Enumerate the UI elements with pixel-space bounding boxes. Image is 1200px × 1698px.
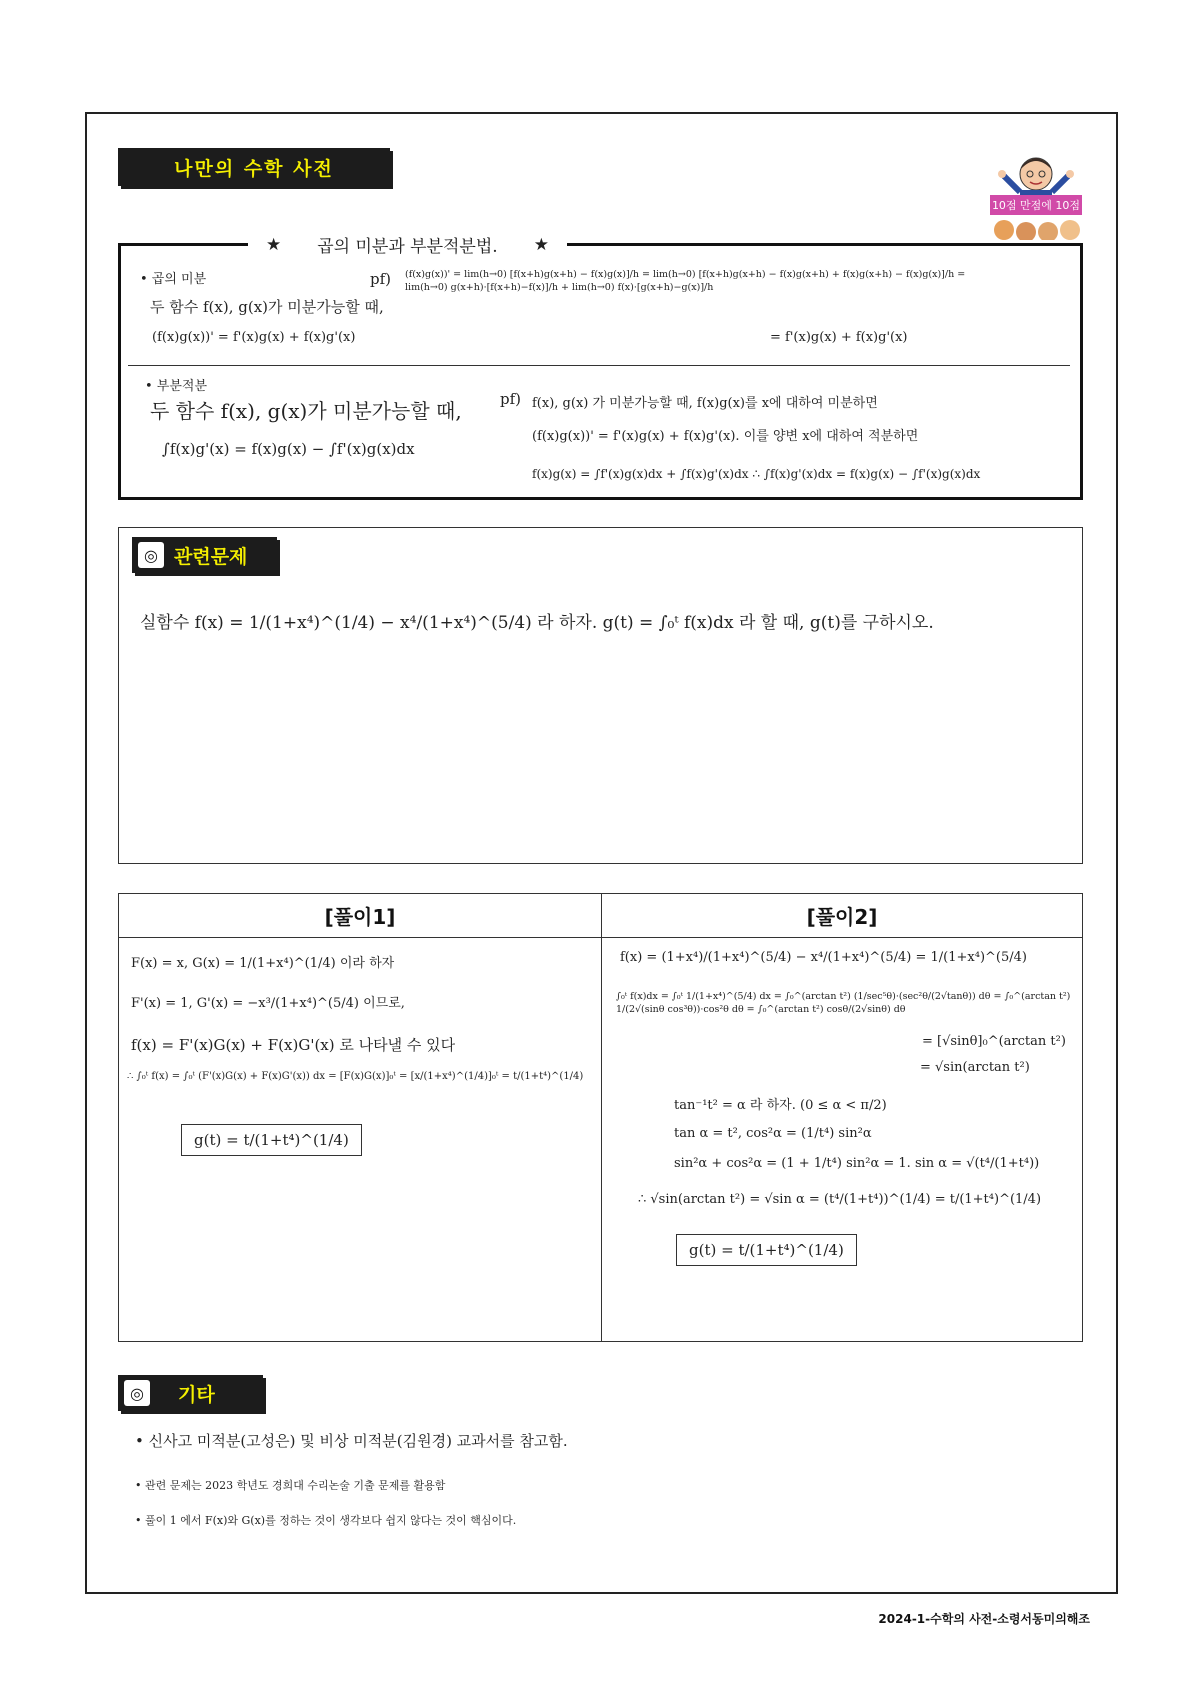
misc-note2: • 관련 문제는 2023 학년도 경희대 수리논술 기출 문제를 활용함	[135, 1479, 446, 1492]
problem-text: 실함수 f(x) = 1/(1+x⁴)^(1/4) − x⁴/(1+x⁴)^(5/4) 라 하자. g(t) = ∫₀ᵗ f(x)dx 라 할 때, g(t)를 구하시오.	[140, 613, 934, 633]
product-rule-proof-label: pf)	[370, 270, 392, 288]
product-rule-proof-line1: (f(x)g(x))' = lim(h→0) [f(x+h)g(x+h) − f(x)g(x)]/h = lim(h→0) [f(x+h)g(x+h) − f(x)g(x+h) + f(x)g(x+h) − f(x)g(x)]/h = lim(h→0) g(x+h)·[f(x+h)−f(x)]/h + lim(h→0) f(x)·[g(x+h)−g(x)]/h	[405, 269, 966, 293]
bullseye-icon: ◎	[124, 1380, 150, 1406]
solution2-line2b: = [√sinθ]₀^(arctan t²)	[922, 1034, 1066, 1049]
solution2-line4: tan α = t², cos²α = (1/t⁴) sin²α	[674, 1126, 872, 1141]
topic-heading-text: 곱의 미분과 부분적분법.	[317, 237, 498, 257]
problem-box	[118, 527, 1083, 864]
solution2-line5: sin²α + cos²α = (1 + 1/t⁴) sin²α = 1. sin α = √(t⁴/(1+t⁴))	[674, 1156, 1040, 1171]
solution2-line1: f(x) = (1+x⁴)/(1+x⁴)^(5/4) − x⁴/(1+x⁴)^(5/4) = 1/(1+x⁴)^(5/4)	[620, 950, 1027, 965]
solution1-line4: ∴ ∫₀ᵗ f(x) = ∫₀ᵗ (F'(x)G(x) + F(x)G'(x)) dx = [F(x)G(x)]₀ᵗ = [x/(1+x⁴)^(1/4)]₀ᵗ = t/(1+t⁴)^(1/4)	[127, 1071, 584, 1082]
page-title: 나만의 수학 사전	[174, 157, 334, 180]
footer-text: 2024-1-수학의 사전-소령서동미의해조	[878, 1612, 1090, 1626]
topic-heading	[248, 232, 567, 257]
misc-badge	[118, 1375, 263, 1411]
mascot-image	[990, 148, 1082, 240]
ibp-label: • 부분적분	[145, 379, 208, 394]
ibp-proof-label: pf)	[500, 390, 522, 408]
page-title-badge	[118, 148, 390, 186]
solution2-line2c: = √sin(arctan t²)	[920, 1060, 1030, 1075]
misc-note3: • 풀이 1 에서 F(x)와 G(x)를 정하는 것이 생각보다 쉽지 않다는 것이 핵심이다.	[135, 1514, 517, 1527]
star-icon: ★	[266, 234, 282, 255]
solution2-column	[602, 894, 1082, 1341]
product-rule-formula: (f(x)g(x))' = f'(x)g(x) + f(x)g'(x)	[152, 330, 356, 345]
solution1-line1: F(x) = x, G(x) = 1/(1+x⁴)^(1/4) 이라 하자	[131, 956, 395, 971]
solution2-header: [풀이2]	[602, 894, 1082, 938]
ibp-condition: 두 함수 f(x), g(x)가 미분가능할 때,	[150, 399, 462, 423]
solution2-line2: ∫₀ᵗ f(x)dx = ∫₀ᵗ 1/(1+x⁴)^(5/4) dx = ∫₀^(arctan t²) (1/sec⁵θ)·(sec²θ/(2√tanθ)) dθ = ∫₀^(arctan t²) 1/(2√(sinθ cos³θ))·cos²θ dθ = ∫₀^(arctan t²) cosθ/(2√sinθ) dθ	[616, 991, 1071, 1015]
product-rule-proof-line2: = f'(x)g(x) + f(x)g'(x)	[770, 330, 908, 345]
product-rule-label: • 곱의 미분	[140, 272, 207, 287]
solution1-header: [풀이1]	[119, 894, 601, 938]
star-icon: ★	[533, 234, 549, 255]
solution1-column	[119, 894, 602, 1341]
solution2-answer: g(t) = t/(1+t⁴)^(1/4)	[676, 1234, 857, 1266]
problem-badge-label: 관련문제	[174, 545, 248, 568]
solution1-line3: f(x) = F'(x)G(x) + F(x)G'(x) 로 나타낼 수 있다	[131, 1036, 456, 1054]
solution1-line2: F'(x) = 1, G'(x) = −x³/(1+x⁴)^(5/4) 이므로,	[131, 996, 405, 1011]
misc-badge-label: 기타	[178, 1383, 215, 1406]
bullseye-icon: ◎	[138, 542, 164, 568]
section-divider	[128, 365, 1070, 366]
ibp-proof-line1: f(x), g(x) 가 미분가능할 때, f(x)g(x)를 x에 대하여 미분하면	[532, 396, 878, 411]
mascot-label: 10점 만점에 10점	[990, 195, 1082, 215]
ibp-proof-line3: f(x)g(x) = ∫f'(x)g(x)dx + ∫f(x)g'(x)dx ∴ ∫f(x)g'(x)dx = f(x)g(x) − ∫f'(x)g(x)dx	[532, 467, 981, 481]
problem-badge	[132, 537, 277, 573]
solution1-answer: g(t) = t/(1+t⁴)^(1/4)	[181, 1124, 362, 1156]
ibp-formula: ∫f(x)g'(x) = f(x)g(x) − ∫f'(x)g(x)dx	[162, 440, 415, 458]
solution2-line6: ∴ √sin(arctan t²) = √sin α = (t⁴/(1+t⁴))^(1/4) = t/(1+t⁴)^(1/4)	[638, 1192, 1042, 1207]
solution2-line3: tan⁻¹t² = α 라 하자. (0 ≤ α < π/2)	[674, 1098, 887, 1113]
ibp-proof-line2: (f(x)g(x))' = f'(x)g(x) + f(x)g'(x). 이를 양변 x에 대하여 적분하면	[532, 429, 919, 444]
solutions-table	[118, 893, 1083, 1342]
product-rule-condition: 두 함수 f(x), g(x)가 미분가능할 때,	[150, 298, 384, 316]
misc-note1: • 신사고 미적분(고성은) 및 비상 미적분(김원경) 교과서를 참고함.	[135, 1432, 568, 1450]
